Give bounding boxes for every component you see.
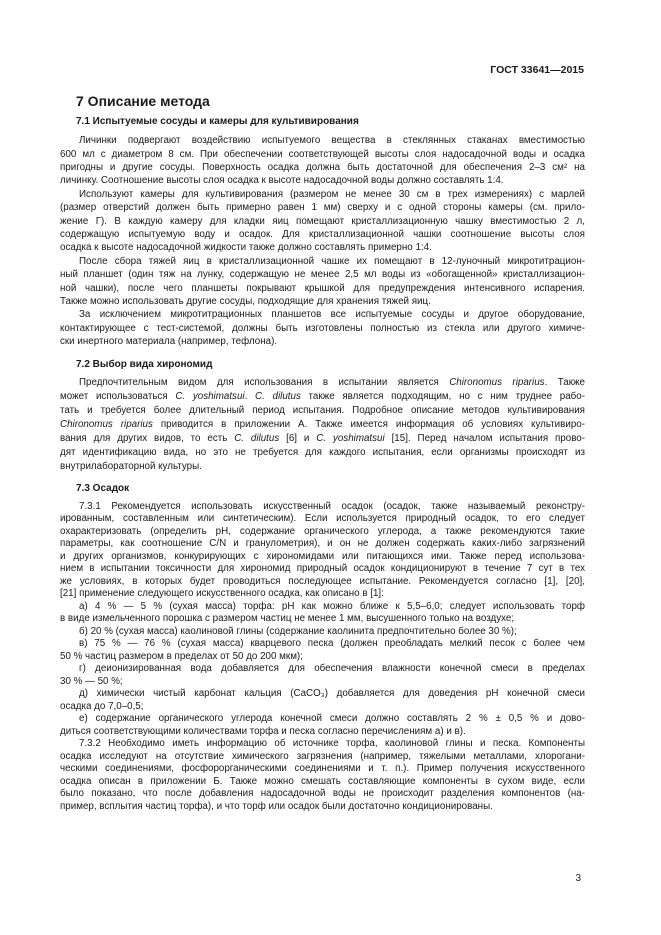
text-run: внутрилабораторной культуры. — [60, 461, 202, 472]
text-run: охарактеризовать (определить pH, содержание органического углерода, а также рекомендуются такие — [60, 525, 585, 537]
text-run: же условиях, в которых будет проводиться последующее испытание. Рекомендуется согласно [1], [20], — [60, 575, 585, 587]
text-line — [60, 188, 585, 201]
text-run: [21] применение следующего искусственного осадка, как описано в [1]: — [60, 588, 384, 600]
text-line — [60, 513, 585, 526]
subsection-title: 7.3 Осадок — [76, 483, 130, 494]
text-line — [60, 701, 585, 714]
text-line — [60, 161, 585, 174]
paragraph — [60, 663, 585, 688]
text-run: контактирующее с тест-системой, должны быть изготовлены полностью из стекла или другого химиче- — [60, 322, 585, 334]
text-run: пример, всплытия частиц торфа), и что торф или осадок были достаточно кондиционированы. — [60, 800, 493, 812]
text-line — [60, 526, 585, 539]
text-line — [60, 601, 585, 614]
text-run: Используют камеры для культивирования (размером не менее 30 см в трех измерениях) с марлей — [79, 188, 585, 200]
document-code: ГОСТ 33641—2015 — [490, 64, 584, 76]
text-run: [6] и — [279, 433, 317, 444]
text-run: параметры, как соотношение C/N и гранулометрия), и он не должен содержать каких-либо загрязнений — [60, 538, 585, 550]
text-line — [60, 751, 585, 764]
species-name: C. yoshimatsui — [175, 391, 245, 402]
text-run: пригодны и другие сосуды. Поверхность осадка должна быть достаточной для обеспечения 2–3 см² на — [60, 162, 585, 174]
section-title: 7 Описание метода — [76, 93, 210, 109]
text-line — [60, 763, 585, 776]
text-run: личинку. Соотношение высоты слоя осадка к высоте надосадочной воды должно составлять 1:4. — [60, 175, 504, 187]
text-run: 7.3.1 Рекомендуется использовать искусственный осадок (осадок, также называемый реконстру- — [79, 500, 585, 512]
text-line — [60, 134, 585, 147]
text-line — [60, 713, 585, 726]
text-line — [60, 676, 585, 689]
species-name: Chironomus riparius — [449, 377, 545, 388]
text-run: г) деионизированная вода добавляется для обеспечения влажности конечной смеси в пределах — [79, 663, 585, 675]
text-line — [60, 626, 585, 639]
text-line — [60, 215, 585, 228]
text-line — [60, 322, 585, 335]
text-run: вания для других видов, то есть — [60, 433, 235, 444]
text-run: ный планшет (один тяж на лунку, содержащую не менее 2,5 мл воды из «обогащенной» кристаллизацион- — [60, 269, 585, 281]
text-run: . Также — [544, 377, 585, 388]
text-line — [60, 432, 585, 446]
text-line — [60, 651, 585, 664]
text-run: дят идентификацию вида, но это не требуется для каждого испытания, если организмы происходят из — [60, 447, 585, 458]
text-run: в) 75 % — 76 % (сухая масса) кварцевого песка (должен преобладать мелкий песок с более чем — [79, 638, 585, 650]
paragraph — [60, 688, 585, 713]
text-run: ированным, составленным или синтетическим). Если используется природный осадок, то его следует — [60, 513, 585, 525]
text-line — [60, 282, 585, 295]
text-run: осадка описан в приложении Б. Также можно смешать составляющие компоненты в сухом виде, если — [60, 775, 585, 787]
paragraph — [60, 255, 585, 309]
text-line — [60, 613, 585, 626]
text-line — [60, 268, 585, 281]
subsection-title: 7.2 Выбор вида хирономид — [76, 359, 213, 370]
text-run: приводится в приложении А. Также имеется информация об условиях культивиро- — [152, 419, 585, 430]
text-run: ческими соединениями, фосфорорганическими соединениями и т. п.). Пример получения искусственного — [60, 763, 585, 775]
subsection-body — [60, 501, 585, 814]
text-line — [60, 376, 585, 390]
text-line — [60, 148, 585, 161]
paragraph — [60, 308, 585, 348]
text-run: ски инертного материала (например, тефлона). — [60, 336, 278, 348]
species-name: C. dilutus — [234, 433, 280, 444]
paragraph — [60, 713, 585, 738]
text-line — [60, 551, 585, 564]
text-run: также является подходящим, но с ним труднее рабо- — [300, 391, 585, 402]
text-run: 600 мл с диаметром 8 см. При обеспечении соответствующей высоты слоя надосадочной воды и осадка — [60, 148, 585, 160]
text-line — [60, 201, 585, 214]
text-line — [60, 174, 585, 187]
text-line — [60, 688, 585, 701]
species-name: C. dilutus — [255, 391, 301, 402]
text-line — [60, 390, 585, 404]
text-run: [15]. Перед началом испытания прово- — [384, 433, 586, 444]
text-line — [60, 335, 585, 348]
text-line — [60, 663, 585, 676]
text-run: осадка до 7,0–0,5; — [60, 700, 144, 712]
text-line — [60, 460, 585, 474]
text-run: За исключением микротитрационных планшетов все испытуемые сосуды и другое оборудование, — [79, 309, 585, 321]
text-run: тать и требуется более длительный период испытания. Подробное описание методов культивирования — [60, 405, 585, 416]
text-line — [60, 295, 585, 308]
text-line — [60, 241, 585, 254]
text-run: . — [244, 391, 256, 402]
paragraph — [60, 188, 585, 255]
text-run: Личинки подвергают воздействию испытуемого вещества в стеклянных стаканах вместимостью — [79, 135, 585, 147]
text-run: б) 20 % (сухая масса) каолиновой глины (содержание каолинита предпочтительно более 30 %); — [79, 625, 517, 637]
text-run: в виде измельченного порошка с размером частиц не менее 1 мм, высушенного только на воздухе; — [60, 613, 515, 625]
text-run: нием в испытании токсичности для хирономид природный осадок кондиционируют в течение 7 сут в тех — [60, 563, 585, 575]
text-line — [60, 538, 585, 551]
paragraph — [60, 501, 585, 601]
text-line — [60, 738, 585, 751]
paragraph — [60, 638, 585, 663]
text-line — [60, 308, 585, 321]
text-run: (размер отверстий должен быть примерно равен 1 мм) сверху и с одной стороны камеры (см. прило- — [60, 202, 585, 214]
text-run: и других организмов, конкурирующих с хирономидами или питающихся ими. Также перед использова- — [60, 550, 585, 562]
subsection-body — [60, 134, 585, 348]
text-run: 50 % частиц размером в пределах от 50 до 200 мкм); — [60, 650, 303, 662]
text-run: ной чашки), после чего планшеты покрывают крышкой для предупреждения интенсивного испарения. — [60, 282, 585, 294]
paragraph — [60, 376, 585, 474]
text-line — [60, 726, 585, 739]
text-run: а) 4 % — 5 % (сухая масса) торфа: pH как можно ближе к 5,5–6,0; следует использовать торф — [79, 600, 585, 612]
text-run: содержащую испытуемую воду и осадок. Для кристаллизационной чашки соотношение высоты слоя — [60, 229, 585, 241]
page-number: 3 — [575, 873, 581, 884]
paragraph — [60, 601, 585, 626]
text-run: было показано, что после добавления надосадочной воды не происходит разделения компонентов (на- — [60, 788, 585, 800]
text-line — [60, 801, 585, 814]
text-line — [60, 638, 585, 651]
text-line — [60, 576, 585, 589]
text-run: диться соответствующими количествами торфа и песка согласно перечислениям а) и в). — [60, 725, 466, 737]
text-run: может использоваться — [60, 391, 176, 402]
text-run: осадка исследуют на отсутствие химического загрязнения (например, тяжелыми металлами, хлорогани- — [60, 750, 585, 762]
text-line — [60, 788, 585, 801]
subsection-title: 7.1 Испытуемые сосуды и камеры для культивирования — [76, 116, 359, 127]
paragraph — [60, 626, 585, 639]
text-run: 7.3.2 Необходимо иметь информацию об источнике торфа, каолиновой глины и песка. Компоненты — [79, 738, 585, 750]
text-run: д) химически чистый карбонат кальция (CaCO₃) добавляется для доведения pH конечной смеси — [79, 688, 585, 700]
paragraph — [60, 738, 585, 813]
text-run: жение Г). В каждую камеру для кладки яиц помещают кристаллизационную чашку вместимостью 2 л, — [60, 215, 585, 227]
text-run: е) содержание органического углерода конечной смеси должно составлять 2 % ± 0,5 % и дово- — [79, 713, 585, 725]
text-run: Также можно использовать другие сосуды, подходящие для хранения тяжей яиц. — [60, 295, 431, 307]
text-line — [60, 776, 585, 789]
text-line — [60, 588, 585, 601]
text-run: 30 % — 50 %; — [60, 675, 123, 687]
text-line — [60, 563, 585, 576]
text-run: осадка к высоте надосадочной жидкости также должно составлять примерно 1:4. — [60, 242, 432, 254]
text-line — [60, 446, 585, 460]
subsection-body — [60, 376, 585, 474]
species-name: Chironomus riparius — [60, 419, 153, 430]
text-line — [60, 228, 585, 241]
species-name: C. yoshimatsui — [316, 433, 385, 444]
text-run: Предпочтительным видом для использования в испытании является — [79, 377, 450, 388]
text-line — [60, 418, 585, 432]
text-line — [60, 255, 585, 268]
text-line — [60, 404, 585, 418]
paragraph — [60, 134, 585, 188]
text-line — [60, 501, 585, 514]
text-run: После сбора тяжей яиц в кристаллизационной чашке их помещают в 12-луночный микротитрацион- — [79, 255, 585, 267]
